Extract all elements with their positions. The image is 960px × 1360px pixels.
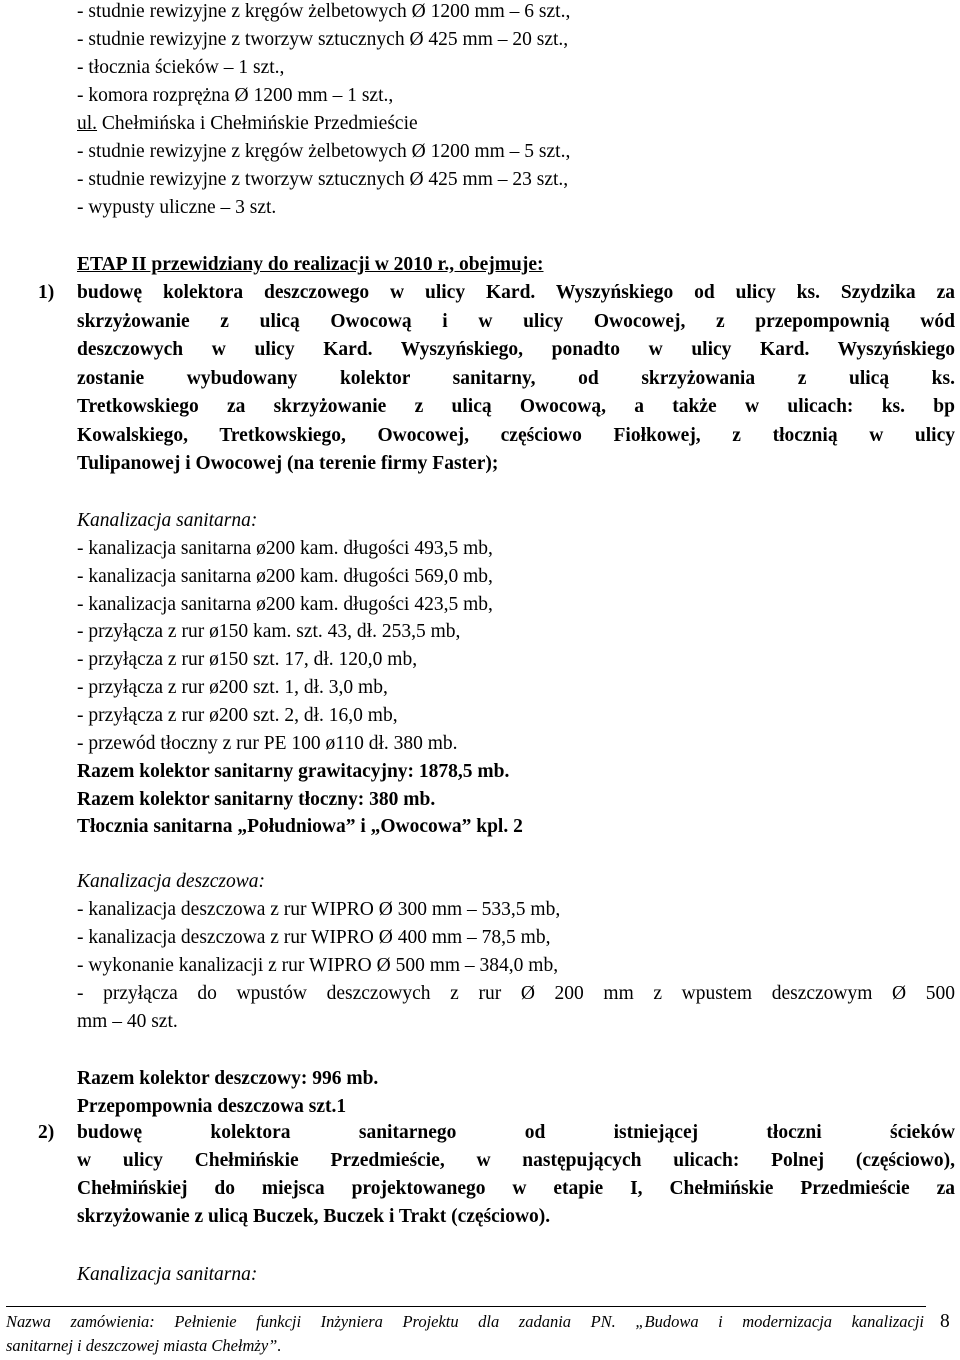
top-list-item: - komora rozprężna Ø 1200 mm – 1 szt., [77, 85, 394, 106]
item1-last-line: Tulipanowej i Owocowej (na terenie firmy Faster); [77, 453, 499, 474]
item2-line: budowę kolektora sanitarnego od istniejącej tłoczni ścieków [77, 1122, 955, 1143]
footer [6, 1310, 924, 1358]
sanitary-item: - przewód tłoczny z rur PE 100 ø110 dł. 380 mb. [77, 733, 458, 754]
item2-number: 2) [38, 1122, 55, 1143]
sanitary2-heading: Kanalizacja sanitarna: [77, 1264, 258, 1285]
sanitary-item: - kanalizacja sanitarna ø200 kam. długości 423,5 mb, [77, 594, 493, 615]
etap-heading: ETAP II przewidziany do realizacji w 2010 r., obejmuje: [77, 254, 544, 275]
street-heading-text: Chełmińska i Chełmińskie Przedmieście [101, 113, 418, 134]
sanitary-total: Razem kolektor sanitarny tłoczny: 380 mb. [77, 789, 436, 810]
sanitary-item: - przyłącza z rur ø150 szt. 17, dł. 120,0 mb, [77, 649, 418, 670]
storm-item-long: - przyłącza do wpustów deszczowych z rur Ø 200 mm z wpustem deszczowym Ø 500 [77, 983, 955, 1004]
top-list-item: - tłocznia ścieków – 1 szt., [77, 57, 285, 78]
item1-line: zostanie wybudowany kolektor sanitarny, od skrzyżowania z ulicą ks. [77, 368, 955, 389]
storm-heading: Kanalizacja deszczowa: [77, 871, 265, 892]
footer-divider [6, 1306, 926, 1307]
storm-total: Przepompownia deszczowa szt.1 [77, 1096, 347, 1117]
sanitary-heading: Kanalizacja sanitarna: [77, 510, 258, 531]
top-list-item: - studnie rewizyjne z tworzyw sztucznych Ø 425 mm – 20 szt., [77, 29, 569, 50]
street-list-item: - studnie rewizyjne z tworzyw sztucznych Ø 425 mm – 23 szt., [77, 169, 569, 190]
footer-line: sanitarnej i deszczowej miasta Chełmży”. [6, 1336, 282, 1355]
storm-item: - kanalizacja deszczowa z rur WIPRO Ø 300 mm – 533,5 mb, [77, 899, 561, 920]
item2-line: w ulicy Chełmińskie Przedmieście, w następujących ulicach: Polnej (częściowo), [77, 1150, 955, 1171]
street-list-item: - studnie rewizyjne z kręgów żelbetowych Ø 1200 mm – 5 szt., [77, 141, 571, 162]
item2-last-line: skrzyżowanie z ulicą Buczek, Buczek i Trakt (częściowo). [77, 1206, 551, 1227]
storm-item: - wykonanie kanalizacji z rur WIPRO Ø 500 mm – 384,0 mb, [77, 955, 559, 976]
item1-line: deszczowych w ulicy Kard. Wyszyńskiego, ponadto w ulicy Kard. Wyszyńskiego [77, 339, 955, 360]
item1-line: Kowalskiego, Tretkowskiego, Owocowej, częściowo Fiołkowej, z tłocznią w ulicy [77, 425, 955, 446]
sanitary-total: Razem kolektor sanitarny grawitacyjny: 1878,5 mb. [77, 761, 510, 782]
sanitary-item: - przyłącza z rur ø200 szt. 1, dł. 3,0 mb, [77, 677, 388, 698]
footer-line: Nazwa zamówienia: Pełnienie funkcji Inżyniera Projektu dla zadania PN. „Budowa i modernizacja kanalizacji [6, 1312, 924, 1331]
sanitary-item: - przyłącza z rur ø200 szt. 2, dł. 16,0 mb, [77, 705, 398, 726]
sanitary-item: - kanalizacja sanitarna ø200 kam. długości 569,0 mb, [77, 566, 493, 587]
item2-line: Chełmińskiej do miejsca projektowanego w etapie I, Chełmińskie Przedmieście za [77, 1178, 955, 1199]
street-heading [77, 110, 418, 139]
storm-item: - kanalizacja deszczowa z rur WIPRO Ø 400 mm – 78,5 mb, [77, 927, 551, 948]
storm-total: Razem kolektor deszczowy: 996 mb. [77, 1068, 379, 1089]
sanitary-total: Tłocznia sanitarna „Południowa” i „Owocowa” kpl. 2 [77, 816, 523, 837]
item1-number: 1) [38, 282, 55, 303]
item1-line: budowę kolektora deszczowego w ulicy Kard. Wyszyńskiego od ulicy ks. Szydzika za [77, 282, 955, 303]
sanitary-item: - przyłącza z rur ø150 kam. szt. 43, dł. 253,5 mb, [77, 621, 461, 642]
storm-item-long-cont: mm – 40 szt. [77, 1011, 178, 1032]
item1-line: skrzyżowanie z ulicą Owocową i w ulicy Owocowej, z przepompownią wód [77, 311, 955, 332]
street-list-item: - wypusty uliczne – 3 szt. [77, 197, 277, 218]
item1-line: Tretkowskiego za skrzyżowanie z ulicą Owocową, a także w ulicach: ks. bp [77, 396, 955, 417]
sanitary-item: - kanalizacja sanitarna ø200 kam. długości 493,5 mb, [77, 538, 493, 559]
page-number: 8 [940, 1311, 950, 1332]
street-heading-ul: ul. [77, 113, 98, 134]
top-list-item: - studnie rewizyjne z kręgów żelbetowych Ø 1200 mm – 6 szt., [77, 1, 571, 22]
